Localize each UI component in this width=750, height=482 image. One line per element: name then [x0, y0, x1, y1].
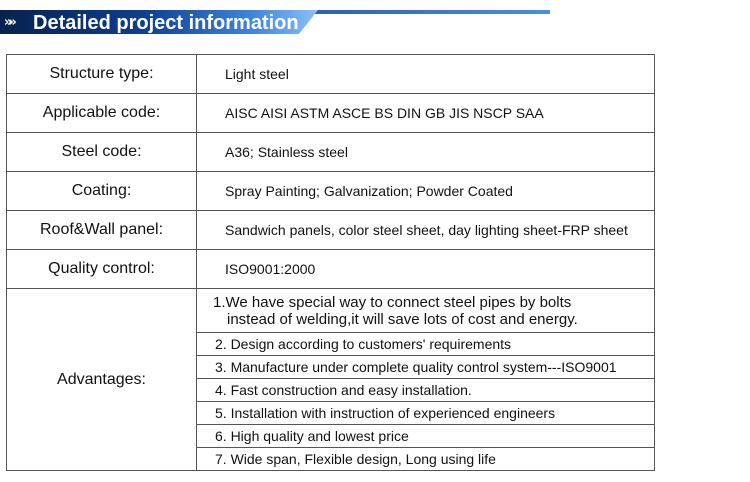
- advantage-item: 2. Design according to customers' requirements: [197, 333, 655, 356]
- row-value: ISO9001:2000: [197, 250, 655, 289]
- advantage-item: 7. Wide span, Flexible design, Long using life: [197, 448, 655, 471]
- table-row-coating: [7, 172, 655, 211]
- table-row-quality-control: [7, 250, 655, 289]
- row-value: AISC AISI ASTM ASCE BS DIN GB JIS NSCP SAA: [197, 94, 655, 133]
- row-value: Light steel: [197, 55, 655, 94]
- table-row-structure-type: [7, 55, 655, 94]
- table-row-steel-code: [7, 133, 655, 172]
- table-row-roof-wall-panel: [7, 211, 655, 250]
- advantage-line: instead of welding,it will save lots of cost and energy.: [227, 310, 578, 328]
- section-header-banner: [0, 8, 550, 36]
- advantages-label: Advantages:: [7, 289, 197, 471]
- table-row-applicable-code: [7, 94, 655, 133]
- advantage-item: 3. Manufacture under complete quality control system---ISO9001: [197, 356, 655, 379]
- row-label: Steel code:: [7, 133, 197, 172]
- advantage-item: 6. High quality and lowest price: [197, 425, 655, 448]
- row-label: Quality control:: [7, 250, 197, 289]
- section-title: Detailed project information: [33, 12, 299, 34]
- advantage-item: 5. Installation with instruction of experienced engineers: [197, 402, 655, 425]
- table-row-advantage-1: [7, 289, 655, 333]
- project-info-table: [6, 54, 655, 471]
- double-chevron-right-icon: »»: [4, 15, 13, 30]
- row-label: Roof&Wall panel:: [7, 211, 197, 250]
- row-label: Coating:: [7, 172, 197, 211]
- row-value: Sandwich panels, color steel sheet, day lighting sheet-FRP sheet: [197, 211, 655, 250]
- row-value: A36; Stainless steel: [197, 133, 655, 172]
- row-label: Structure type:: [7, 55, 197, 94]
- advantage-item: [197, 289, 655, 333]
- advantage-line: 1.We have special way to connect steel pipes by bolts: [213, 293, 572, 311]
- row-value: Spray Painting; Galvanization; Powder Coated: [197, 172, 655, 211]
- row-label: Applicable code:: [7, 94, 197, 133]
- advantage-item: 4. Fast construction and easy installation.: [197, 379, 655, 402]
